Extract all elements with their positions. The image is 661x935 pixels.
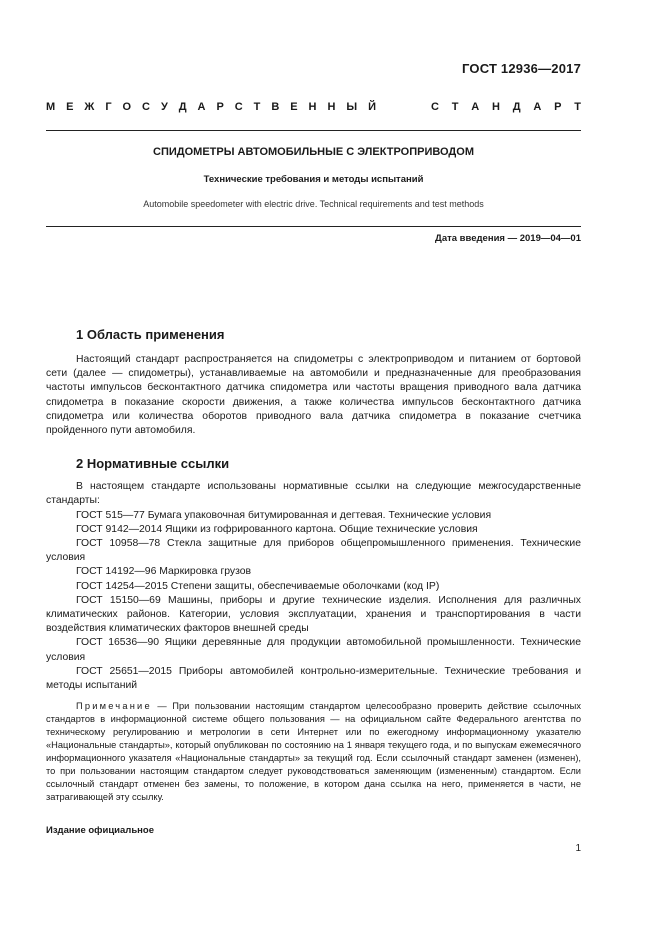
heading-letter: В [271,101,280,113]
heading-letter: Е [290,101,298,113]
reference-item: ГОСТ 15150—69 Машины, приборы и другие технические изделия. Исполнения для различных климатических районов. Категории, условия эксплуатации, хранения и транспортирования в части воздействия климатических факторов внешней среды [46,594,581,635]
reference-item: ГОСТ 16536—90 Ящики деревянные для продукции автомобильной промышленности. Технические условия [46,637,581,663]
heading-letter: С [142,101,150,113]
document-title: СПИДОМЕТРЫ АВТОМОБИЛЬНЫЕ С ЭЛЕКТРОПРИВОДОМ [153,146,474,158]
top-divider [46,130,581,131]
section-2 [46,455,581,804]
note-label: Примечание [76,701,152,712]
section-1-heading: 1 Область применения [76,327,225,342]
heading-letter: С [431,101,439,113]
heading-letter: Р [216,101,224,113]
english-title: Automobile speedometer with electric drive. Technical requirements and test methods [143,199,484,209]
heading-letter: Ж [84,101,95,113]
document-subtitle: Технические требования и методы испытаний [203,174,424,185]
heading-letter: Г [105,101,112,113]
heading-letter: Н [491,101,500,113]
heading-letter: Й [368,101,376,113]
note-text: — При пользовании настоящим стандартом целесообразно проверить действие ссылочных стандартов в информационной системе общего пользования — на официальном сайте Федерального агентства по техническому регулированию и метрологии в сети Интернет или по ежегодному информационному указателю «Национальные стандарты», который опубликован по состоянию на 1 января текущего года, и по выпускам ежемесячного информационного указателя «Национальные стандарты» за текущий год. Если ссылочный стандарт заменен (изменен), то при пользовании настоящим стандартом следует руководствоваться заменяющим (измененным) стандартом. Если ссылочный стандарт отменен без замены, то положение, в котором дана ссылка на него, применяется в части, не затрагивающей эту ссылку. [46,701,581,803]
heading-letter: Н [327,101,336,113]
heading-letter: Д [178,101,187,113]
heading-letter: Т [574,101,581,113]
reference-item: ГОСТ 515—77 Бумага упаковочная битумированная и дегтевая. Технические условия [76,509,492,521]
heading-letter: А [197,101,206,113]
reference-item: ГОСТ 14254—2015 Степени защиты, обеспечиваемые оболочками (код IP) [76,580,440,592]
section-1-body: Настоящий стандарт распространяется на спидометры с электроприводом и питанием от бортовой сети (далее — спидометры), устанавливаемые на автомобили и предназначенные для преобразования частоты импульсов бесконтактного датчика спидометра или частоты вращения приводного вала датчика спидометра в показание скорости движения, а также количества импульсов бесконтактного датчика спидометра или количества оборотов приводного вала датчика спидометра в показание счетчика пройденного пути автомобиля. [46,354,581,437]
note [46,700,581,804]
standard-type-word-2 [431,101,581,113]
standard-type-heading [46,101,581,113]
heading-letter: Ы [346,101,358,113]
heading-letter: О [122,101,132,113]
gost-number: ГОСТ 12936—2017 [462,61,581,76]
heading-letter: Т [253,101,261,113]
heading-letter: Е [66,101,74,113]
section-2-intro: В настоящем стандарте использованы нормативные ссылки на следующие межгосударственные стандарты: [46,481,581,507]
title-divider [46,226,581,227]
reference-item: ГОСТ 10958—78 Стекла защитные для приборов общепромышленного применения. Технические условия [46,538,581,564]
heading-letter: А [471,101,480,113]
official-edition-label: Издание официальное [46,825,154,836]
page-number: 1 [575,843,581,854]
section-2-heading: 2 Нормативные ссылки [76,456,230,472]
heading-letter: Н [308,101,317,113]
heading-letter: А [533,101,542,113]
heading-letter: М [46,101,56,113]
main-content [46,326,581,804]
standard-type-word-1 [46,101,376,113]
heading-letter: Т [451,101,459,113]
introduction-date: Дата введения — 2019—04—01 [435,233,581,244]
heading-letter: У [160,101,168,113]
reference-item: ГОСТ 14192—96 Маркировка грузов [76,566,252,578]
heading-letter: Р [554,101,562,113]
reference-item: ГОСТ 9142—2014 Ящики из гофрированного картона. Общие технические условия [76,523,478,535]
heading-letter: Д [512,101,521,113]
heading-letter: С [234,101,243,113]
reference-item: ГОСТ 25651—2015 Приборы автомобилей контрольно-измерительные. Технические требования и методы испытаний [46,665,581,692]
